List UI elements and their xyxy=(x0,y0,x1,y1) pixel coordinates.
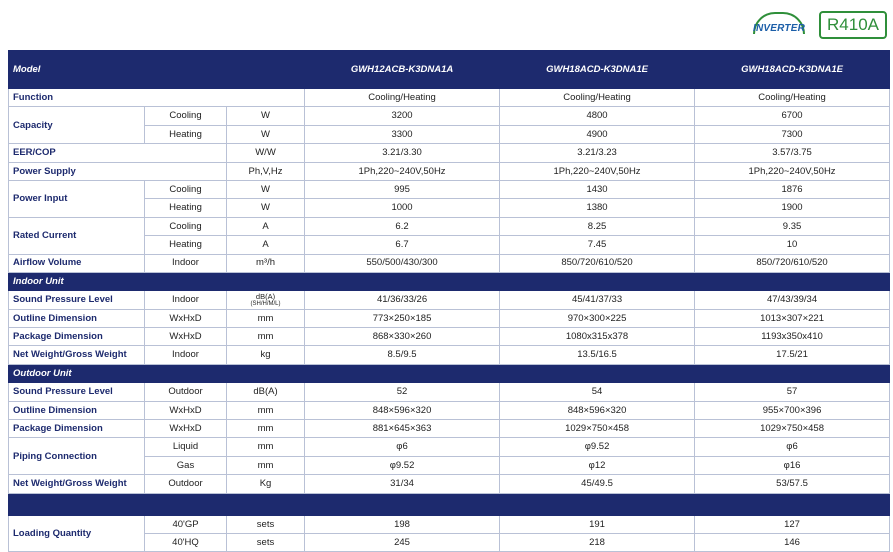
table-row xyxy=(9,144,890,162)
table-row xyxy=(9,328,890,346)
table-cell: 31/34 xyxy=(305,475,500,493)
unit-cell: mm xyxy=(227,309,305,327)
table-row xyxy=(9,89,890,107)
table-cell: 848×596×320 xyxy=(500,401,695,419)
table-cell: 146 xyxy=(695,533,890,551)
model-column-2: GWH18ACD-K3DNA1E xyxy=(500,51,695,89)
table-cell: 7300 xyxy=(695,125,890,143)
table-cell: 1Ph,220~240V,50Hz xyxy=(305,162,500,180)
row-label: Net Weight/Gross Weight xyxy=(9,475,145,493)
unit-cell: dB(A) xyxy=(227,383,305,401)
table-cell: 1193x350x410 xyxy=(695,328,890,346)
table-header-row xyxy=(9,51,890,89)
table-row xyxy=(9,438,890,456)
unit-text: dB(A) xyxy=(255,291,276,301)
table-cell: 8.25 xyxy=(500,217,695,235)
table-cell: 1430 xyxy=(500,180,695,198)
table-row xyxy=(9,383,890,401)
section-title: Indoor Unit xyxy=(9,272,890,290)
table-row xyxy=(9,309,890,327)
mode-cell: 40'GP xyxy=(145,515,227,533)
unit-cell: sets xyxy=(227,533,305,551)
mode-cell: Cooling xyxy=(145,217,227,235)
r410a-logo: R410A xyxy=(819,11,887,39)
row-label: Loading Quantity xyxy=(9,515,145,552)
row-label: Airflow Volume xyxy=(9,254,145,272)
table-cell: 8.5/9.5 xyxy=(305,346,500,364)
inverter-logo xyxy=(749,10,809,40)
unit-cell: mm xyxy=(227,438,305,456)
unit-cell xyxy=(227,291,305,309)
unit-cell: W xyxy=(227,180,305,198)
row-label: Sound Pressure Level xyxy=(9,291,145,309)
model-header: Model xyxy=(9,51,305,89)
table-cell: φ9.52 xyxy=(305,456,500,474)
table-row xyxy=(9,162,890,180)
table-cell: 1000 xyxy=(305,199,500,217)
row-label: Function xyxy=(9,89,305,107)
table-cell: 3.21/3.23 xyxy=(500,144,695,162)
table-cell: 955×700×396 xyxy=(695,401,890,419)
section-header-outdoor xyxy=(9,364,890,382)
table-cell: 773×250×185 xyxy=(305,309,500,327)
table-cell: 995 xyxy=(305,180,500,198)
table-cell: 3200 xyxy=(305,107,500,125)
unit-cell: mm xyxy=(227,401,305,419)
table-cell: φ6 xyxy=(305,438,500,456)
table-row xyxy=(9,401,890,419)
table-row xyxy=(9,515,890,533)
table-cell: 3300 xyxy=(305,125,500,143)
table-cell: 848×596×320 xyxy=(305,401,500,419)
table-cell: Cooling/Heating xyxy=(695,89,890,107)
table-cell: 9.35 xyxy=(695,217,890,235)
mode-cell: Cooling xyxy=(145,180,227,198)
unit-cell: A xyxy=(227,236,305,254)
row-label: Outline Dimension xyxy=(9,309,145,327)
table-row xyxy=(9,180,890,198)
table-cell: 13.5/16.5 xyxy=(500,346,695,364)
unit-cell: W xyxy=(227,199,305,217)
mode-cell: Indoor xyxy=(145,346,227,364)
table-cell: 6.2 xyxy=(305,217,500,235)
table-cell: 1080x315x378 xyxy=(500,328,695,346)
mode-cell: Heating xyxy=(145,236,227,254)
table-cell: 191 xyxy=(500,515,695,533)
table-cell: 45/41/37/33 xyxy=(500,291,695,309)
table-row xyxy=(9,346,890,364)
row-label: Power Supply xyxy=(9,162,227,180)
logo-area xyxy=(749,8,887,42)
inverter-logo-text: INVERTER xyxy=(753,23,805,34)
unit-cell: mm xyxy=(227,420,305,438)
table-cell: 41/36/33/26 xyxy=(305,291,500,309)
table-cell: 550/500/430/300 xyxy=(305,254,500,272)
row-label: EER/COP xyxy=(9,144,227,162)
table-cell: 1Ph,220~240V,50Hz xyxy=(500,162,695,180)
table-cell: 868×330×260 xyxy=(305,328,500,346)
table-cell: 245 xyxy=(305,533,500,551)
table-cell: 17.5/21 xyxy=(695,346,890,364)
model-column-3: GWH18ACD-K3DNA1E xyxy=(695,51,890,89)
table-cell: 218 xyxy=(500,533,695,551)
table-cell: 47/43/39/34 xyxy=(695,291,890,309)
mode-cell: 40'HQ xyxy=(145,533,227,551)
table-cell: 3.57/3.75 xyxy=(695,144,890,162)
row-label: Sound Pressure Level xyxy=(9,383,145,401)
table-cell: 54 xyxy=(500,383,695,401)
table-cell: 3.21/3.30 xyxy=(305,144,500,162)
table-cell: 1380 xyxy=(500,199,695,217)
table-cell: 57 xyxy=(695,383,890,401)
unit-cell: W/W xyxy=(227,144,305,162)
table-row xyxy=(9,254,890,272)
row-label: Power Input xyxy=(9,180,145,217)
table-cell: 10 xyxy=(695,236,890,254)
unit-cell: W xyxy=(227,107,305,125)
mode-cell: Outdoor xyxy=(145,383,227,401)
table-cell: 53/57.5 xyxy=(695,475,890,493)
table-cell: 1900 xyxy=(695,199,890,217)
table-cell: φ16 xyxy=(695,456,890,474)
table-cell: 6.7 xyxy=(305,236,500,254)
unit-cell: mm xyxy=(227,456,305,474)
unit-subtext: (SH/H/M/L) xyxy=(250,301,281,308)
row-label: Net Weight/Gross Weight xyxy=(9,346,145,364)
section-spacer xyxy=(9,493,890,515)
mode-cell: WxHxD xyxy=(145,328,227,346)
table-cell: Cooling/Heating xyxy=(305,89,500,107)
row-label: Outline Dimension xyxy=(9,401,145,419)
row-label: Package Dimension xyxy=(9,420,145,438)
table-cell: 970×300×225 xyxy=(500,309,695,327)
mode-cell: Heating xyxy=(145,199,227,217)
mode-cell: Cooling xyxy=(145,107,227,125)
table-cell: 850/720/610/520 xyxy=(695,254,890,272)
table-cell: φ9.52 xyxy=(500,438,695,456)
unit-cell: Ph,V,Hz xyxy=(227,162,305,180)
unit-cell: A xyxy=(227,217,305,235)
table-cell: 45/49.5 xyxy=(500,475,695,493)
table-cell: 7.45 xyxy=(500,236,695,254)
table-cell: 198 xyxy=(305,515,500,533)
table-row xyxy=(9,420,890,438)
unit-cell: mm xyxy=(227,328,305,346)
mode-cell: Indoor xyxy=(145,291,227,309)
model-column-1: GWH12ACB-K3DNA1A xyxy=(305,51,500,89)
unit-cell: Kg xyxy=(227,475,305,493)
unit-cell: kg xyxy=(227,346,305,364)
table-cell: φ12 xyxy=(500,456,695,474)
table-cell: 1029×750×458 xyxy=(500,420,695,438)
row-label: Rated Current xyxy=(9,217,145,254)
table-cell: 1Ph,220~240V,50Hz xyxy=(695,162,890,180)
table-row xyxy=(9,475,890,493)
section-header-indoor xyxy=(9,272,890,290)
specification-table xyxy=(8,50,890,552)
table-cell: 127 xyxy=(695,515,890,533)
table-row xyxy=(9,217,890,235)
table-cell: 52 xyxy=(305,383,500,401)
table-cell: 850/720/610/520 xyxy=(500,254,695,272)
row-label: Package Dimension xyxy=(9,328,145,346)
table-cell: φ6 xyxy=(695,438,890,456)
table-cell: 1029×750×458 xyxy=(695,420,890,438)
mode-cell: Liquid xyxy=(145,438,227,456)
row-label: Piping Connection xyxy=(9,438,145,475)
mode-cell: Indoor xyxy=(145,254,227,272)
section-title: Outdoor Unit xyxy=(9,364,890,382)
mode-cell: Heating xyxy=(145,125,227,143)
unit-cell: m³/h xyxy=(227,254,305,272)
mode-cell: WxHxD xyxy=(145,401,227,419)
mode-cell: WxHxD xyxy=(145,309,227,327)
mode-cell: Gas xyxy=(145,456,227,474)
table-cell: 4800 xyxy=(500,107,695,125)
unit-cell: W xyxy=(227,125,305,143)
mode-cell: WxHxD xyxy=(145,420,227,438)
unit-cell: sets xyxy=(227,515,305,533)
table-row xyxy=(9,107,890,125)
table-cell: 4900 xyxy=(500,125,695,143)
spacer-cell xyxy=(9,493,890,515)
table-cell: 881×645×363 xyxy=(305,420,500,438)
row-label: Capacity xyxy=(9,107,145,144)
table-cell: 6700 xyxy=(695,107,890,125)
table-cell: 1013×307×221 xyxy=(695,309,890,327)
mode-cell: Outdoor xyxy=(145,475,227,493)
table-row xyxy=(9,291,890,309)
table-cell: 1876 xyxy=(695,180,890,198)
table-cell: Cooling/Heating xyxy=(500,89,695,107)
